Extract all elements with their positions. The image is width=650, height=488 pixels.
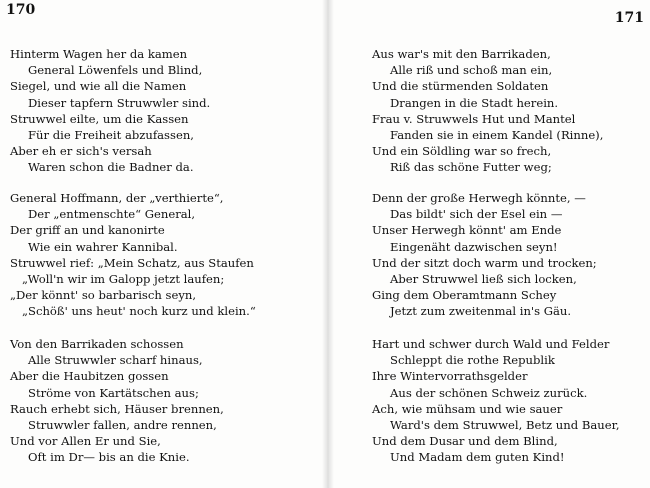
verse-line: „Der könnt' so barbarisch seyn, [10,288,197,303]
verse-line: Aber eh er sich's versah [10,144,152,159]
verse-line: Aber Struwwel ließ sich locken, [390,272,577,287]
verse-line: Struwwel eilte, um die Kassen [10,111,189,126]
verse-line: Ströme von Kartätschen aus; [28,385,199,400]
verse-line: Von den Barrikaden schossen [10,337,184,351]
verse-line: Aber die Haubitzen gossen [10,369,169,384]
verse-line: Das bildt' sich der Esel ein — [390,207,563,222]
verse-line: Struwwler fallen, andre rennen, [28,418,217,433]
verse-line: Struwwel rief: „Mein Schatz, aus Staufen [10,255,254,270]
verse-line: Ihre Wintervorrathsgelder [372,369,528,384]
verse-line: Eingenäht dazwischen seyn! [390,239,558,254]
stanza-right-3 [372,336,620,466]
stanza-left-2 [10,190,256,320]
verse-line: Frau v. Struwwels Hut und Mantel [372,111,576,126]
verse-line: Ach, wie mühsam und wie sauer [372,401,563,416]
verse-line: Alle riß und schoß man ein, [390,63,553,78]
stanza-left-3 [10,336,224,466]
verse-line: Und der sitzt doch warm und trocken; [372,255,597,270]
verse-line: Dieser tapfern Struwwler sind. [28,95,211,110]
verse-line: Für die Freiheit abzufassen, [28,128,194,143]
verse-line: „Woll'n wir im Galopp jetzt laufen; [22,272,225,287]
verse-line: Der griff an und kanonirte [10,223,165,238]
verse-line: Oft im Dr— bis an die Knie. [28,450,190,465]
verse-line: Und ein Söldling war so frech, [372,144,552,159]
verse-line: Rauch erhebt sich, Häuser brennen, [10,401,224,416]
verse-line: Alle Struwwler scharf hinaus, [28,353,203,368]
verse-line: Und dem Dusar und dem Blind, [372,434,558,449]
verse-line: Aus der schönen Schweiz zurück. [390,385,588,400]
verse-line: Ging dem Oberamtmann Schey [372,288,557,303]
page-number-right: 171 [614,10,644,26]
verse-line: Siegel, und wie all die Namen [10,79,187,94]
stanza-right-2 [372,190,597,320]
verse-line: Jetzt zum zweitenmal in's Gäu. [390,304,572,319]
stanza-right-1 [372,46,603,176]
verse-line: Drangen in die Stadt herein. [390,95,559,110]
verse-line: Und Madam dem guten Kind! [390,450,565,465]
verse-line: Und die stürmenden Soldaten [372,79,549,94]
verse-line: General Hoffmann, der „verthierte“, [10,191,224,205]
verse-line: Hinterm Wagen her da kamen [10,47,188,61]
verse-line: Der „entmenschte“ General, [28,207,196,222]
verse-line: Hart und schwer durch Wald und Felder [372,337,610,351]
verse-line: Riß das schöne Futter weg; [390,160,552,175]
verse-line: General Löwenfels und Blind, [28,63,203,78]
verse-line: Wie ein wahrer Kannibal. [28,239,178,254]
verse-line: Fanden sie in einem Kandel (Rinne), [390,128,604,143]
verse-line: Aus war's mit den Barrikaden, [372,47,551,61]
stanza-left-1 [10,46,210,176]
verse-line: „Schöß' uns heut' noch kurz und klein.“ [22,304,256,319]
verse-line: Und vor Allen Er und Sie, [10,434,161,449]
verse-line: Denn der große Herwegh könnte, — [372,191,586,205]
verse-line: Waren schon die Badner da. [28,160,194,175]
page-number-left: 170 [6,2,36,18]
verse-line: Ward's dem Struwwel, Betz und Bauer, [390,418,620,433]
verse-line: Schleppt die rothe Republik [390,353,555,368]
page-gutter [322,0,334,488]
verse-line: Unser Herwegh könnt' am Ende [372,223,562,238]
